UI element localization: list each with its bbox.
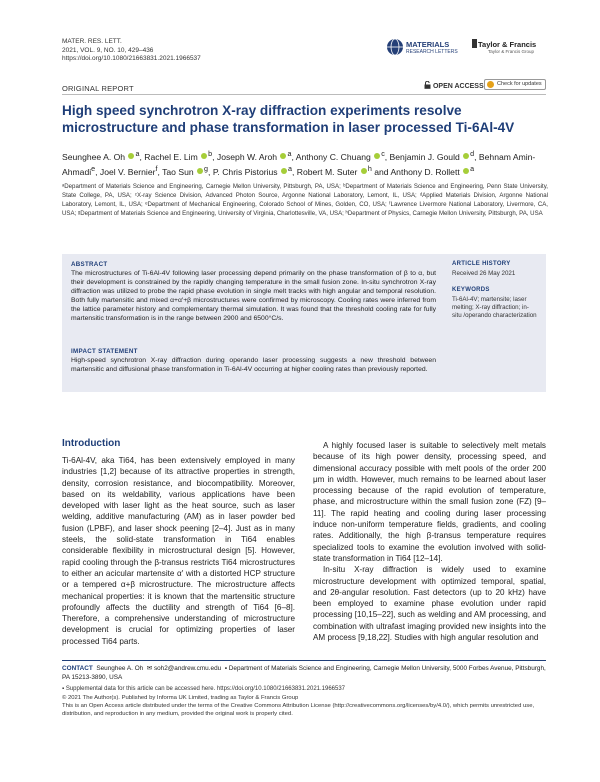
author[interactable]: P. Chris Pistorius $^a$ (212, 165, 292, 177)
author[interactable]: Anthony D. Rollett $^a$ (390, 165, 475, 177)
copyright-block (62, 694, 546, 719)
author[interactable]: Anthony C. Chuang $^c$ (295, 150, 385, 162)
materials-globe-icon (386, 38, 404, 56)
impact-text: High-speed synchrotron X-ray diffraction during operando laser processing suggests a new threshold between martensitic and diffusional phase transformation in Ti-6Al-4V occurring at higher cooling rates than previously reported. (71, 357, 436, 373)
address-icon: ▪ (224, 665, 228, 672)
keywords-text: Ti-6Al-4V; martensite; laser melting; X-ray diffraction; in-situ /operando characterization (452, 296, 537, 320)
supplemental-icon: ▪ (62, 686, 65, 692)
author[interactable]: Benjamin J. Gould $^d$ (389, 150, 475, 162)
check-updates-button[interactable] (484, 79, 546, 90)
paragraph: In-situ X-ray diffraction is widely used to examine microstructure development with optimized temporal, spatial, and 2θ-angular resolution. Fast detectors (up to 20 kHz) have been employed to examine phase evolution under rapid processing [10,15–22], such as welding and AM processing, and combination with ultrafast imaging provided new insights into the AM process [9,18,22]. Studies with high angular resolution and (313, 565, 546, 643)
orcid-icon[interactable] (361, 168, 367, 174)
journal-doi[interactable]: https://doi.org/10.1080/21663831.2021.1966537 (62, 55, 201, 63)
contact-email[interactable]: soh2@andrew.cmu.edu (153, 665, 222, 672)
article-title: High speed synchrotron X-ray diffraction experiments resolve microstructure and phase transformation in laser processed Ti-6Al-4V (62, 103, 515, 135)
email-icon: ✉ (146, 665, 153, 672)
contact-label: CONTACT (62, 665, 93, 672)
author[interactable]: Behnam Amin-Ahmadi$^e$ (62, 151, 536, 177)
affiliations: ᵃDepartment of Materials Science and Engineering, Carnegie Mellon University, Pittsburgh, PA, USA; ᵇDepartment of Materials Science and Engineering, Penn State University, State College, PA, USA; ᶜX-ray Science Division, Advanced Photon Source, Argonne National Laboratory, Lemont, IL, USA; ᵈApplied Materials Division, Argonne National Laboratory, Lemont, IL, USA; ᵉDepartment of Mechanical Engineering, Colorado School of Mines, Golden, CO, USA; ᶠLawrence Livermore National Laboratory, Livermore, CA, USA; ᵍDepartment of Materials Science and Engineering, University of Virginia, Charlottesville, VA, USA; ʰDepartment of Physics, Carnegie Mellon University, Pittsburgh, PA, USA (62, 183, 548, 217)
abstract-box (62, 254, 546, 392)
footer-divider (62, 660, 546, 661)
author[interactable]: Tao Sun $^g$ (162, 165, 209, 177)
author[interactable]: Joel V. Bernier$^f$ (99, 165, 158, 177)
contact-address: Department of Materials Science and Engineering, Carnegie Mellon University, 5000 Forbes Avenue, Pittsburgh, PA 15213-3890, USA (62, 665, 546, 681)
paragraph: Ti-6Al-4V, aka Ti64, has been extensively employed in many industries [1,2] because of its attractive properties in strength, density, corrosion resistance, and biocompatibility. Moreover, based on its weldability, various applications have been developed with laser light as the heat source, such as laser welding, additive manufacturing (AM) as in laser powder bed fusion (LPBF), and laser shock peening [2–4]. Just as in many steels, the solid-state transformation in Ti64 enables considerable flexibility in microstructural design [5]. However, rapid cooling through the β-transus restricts Ti64 microstructures to either an acicular martensite α′ with a distorted HCP structure or a tempered α+β microstructure. The microstructure affects mechanical properties: it is known that the martensitic structure profoundly affects the ductility and strength of Ti64 [6–8]. Therefore, a comprehensive understanding of microstructure development is crucial for optimizing properties of laser processed Ti64 parts. (62, 456, 295, 646)
author[interactable]: Joseph W. Aroh $^a$ (216, 150, 292, 162)
license-text: This is an Open Access article distributed under the terms of the Creative Commons Attribution License (http://creativecommons.org/licenses/by/4.0/), which permits unrestricted use, distribution, and reproduction in any medium, provided the original work is properly cited. (62, 703, 535, 718)
header-divider (62, 94, 546, 95)
copyright-line: © 2021 The Author(s). Published by Informa UK Limited, trading as Taylor & Francis Group (62, 695, 299, 701)
publisher-logos (386, 38, 546, 60)
check-updates-icon (487, 81, 494, 88)
orcid-icon[interactable] (463, 153, 469, 159)
contact-block (62, 664, 546, 682)
history-received: Received 26 May 2021 (452, 270, 516, 277)
column-left (62, 455, 295, 647)
supplemental-text[interactable]: Supplemental data for this article can be accessed here. https://doi.org/10.1080/21663831.2021.1966537 (65, 686, 346, 692)
check-updates-label: Check for updates (497, 81, 542, 87)
section-heading: Introduction (62, 438, 121, 449)
tf-logo-icon (472, 39, 477, 48)
open-lock-icon (424, 81, 431, 89)
orcid-icon[interactable] (280, 153, 286, 159)
contact-name: Seunghee A. Oh (96, 665, 144, 672)
journal-info (62, 38, 201, 64)
impact-heading: IMPACT STATEMENT (71, 348, 138, 355)
open-access-text: OPEN ACCESS (432, 83, 484, 90)
journal-volume: 2021, VOL. 9, NO. 10, 429–436 (62, 46, 154, 54)
orcid-icon[interactable] (201, 153, 207, 159)
author[interactable]: Seunghee A. Oh $^a$ (62, 150, 140, 162)
abstract-text: The microstructures of Ti-6Al-4V following laser processing depend primarily on the phase transformation of β to α, but their development is constrained by the rapidly changing temperature in the small fusion zone. In-situ synchrotron X-ray diffraction was utilized to probe the rapid phase evolution in single melt tracks with high angular and temporal resolution. Both fully martensitic and mixed α+α′+β microstructures were confirmed by microscopy. Cooling rates were inferred from the lattice parameter history and complementary thermal simulation. It was found that the threshold cooling rate for fully martensitic transformation is in the range between 2900 and 6500°C/s. (71, 270, 436, 322)
keywords-heading: KEYWORDS (452, 287, 490, 293)
materials-logo-sub: RESEARCH LETTERS (406, 49, 458, 55)
tf-logo-text: Taylor & Francis (478, 40, 537, 49)
tf-logo-sub: Taylor & Francis Group (488, 49, 535, 54)
abstract-heading: ABSTRACT (71, 261, 108, 268)
orcid-icon[interactable] (463, 168, 469, 174)
orcid-icon[interactable] (197, 168, 203, 174)
author[interactable]: Robert M. Suter $^h$ (296, 165, 372, 177)
author-list: Seunghee A. Oh $^a$, Rachel E. Lim $^b$, Joseph W. Aroh $^a$, Anthony C. Chuang $^c$, Benjamin J. Gould $^d$, Behnam Amin-Ahmadi$^e$, Joel V. Bernier$^f$, Tao Sun $^g$, P. Chris Pistorius $^a$, Robert M. Suter $^h$ and Anthony D. Rollett $^a$ (62, 150, 536, 177)
orcid-icon[interactable] (128, 153, 134, 159)
open-access-label (424, 81, 484, 90)
supplemental-note (62, 685, 546, 693)
orcid-icon[interactable] (281, 168, 287, 174)
paragraph: A highly focused laser is suitable to selectively melt metals because of its high power density, processing speed, and dimensional accuracy possible with melt pools of the order 200 μm in width. However, much remains to be learned about laser processing because of the rapid evolution of temperature, phase, and microstructure within the small fusion zone (FZ) [9–11]. The rapid heating and cooling during laser processing induce non-uniform temperature fields, gradients, and cooling rates. Additionally, the high β-transus temperature requires specialized tools to examine the evolution involved with solid-state transformation in Ti64 [12–14]. (313, 441, 546, 563)
journal-name: MATER. RES. LETT. (62, 38, 122, 45)
article-type: ORIGINAL REPORT (62, 84, 134, 93)
materials-logo-text: MATERIALS (406, 40, 450, 49)
orcid-icon[interactable] (374, 153, 380, 159)
author[interactable]: Rachel E. Lim $^b$ (144, 150, 213, 162)
history-heading: ARTICLE HISTORY (452, 261, 511, 267)
author-conjunction: and (374, 166, 389, 177)
column-right (313, 440, 546, 643)
